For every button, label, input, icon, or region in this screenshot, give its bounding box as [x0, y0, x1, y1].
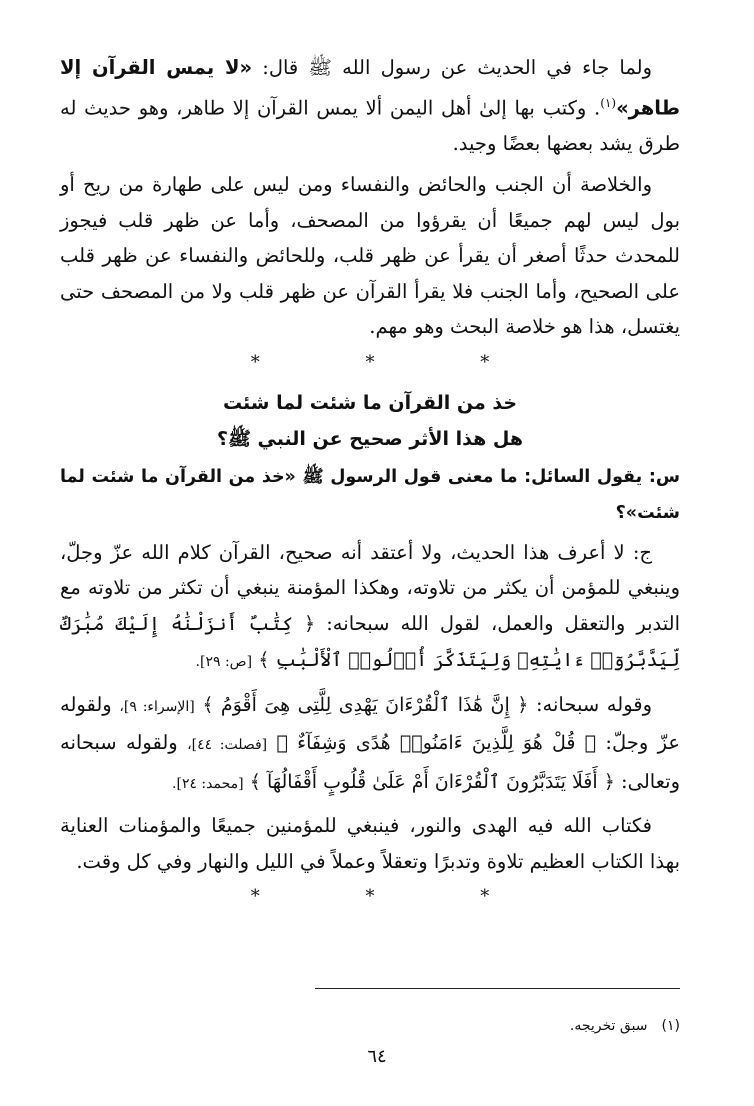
quran-verse-4: ﴿ أَفَلَا يَتَدَبَّرُونَ ٱلْقُرْءَانَ أَمْ عَلَىٰ قُلُوبٍ أَقْفَالُهَآ ﴾	[249, 770, 615, 793]
answer-text: ج: لا أعرف هذا الحديث، ولا أعتقد أنه صحيح، القرآن كلام الله عزّ وجلّ، وينبغي للمؤمن أن يكثر من تلاوته، وهكذا المؤمنة ينبغي أن تكثر من تلاوته مع التدبر والتعقل والعمل، لقول الله سبحانه:	[60, 540, 680, 635]
footnote-reference[interactable]: (١)	[600, 95, 617, 110]
verse-reference-4: [محمد: ٢٤].	[172, 775, 244, 792]
footnote-number: (١)	[661, 1018, 680, 1034]
section-separator-end: * * *	[250, 886, 540, 907]
paragraph-summary: والخلاصة أن الجنب والحائض والنفساء ومن ليس على طهارة من ريح أو بول ليس لهم جميعًا أن يقرؤوا من المصحف، وأما عن ظهر قلب فيجوز للمحدث حدثًا أصغر أن يقرأ عن ظهر قلب، وللحائض والنفساء عن ظهر قلب على الصحيح، وأما الجنب فلا يقرأ القرآن عن ظهر قلب ولا من المصحف حتى يغتسل، هذا هو خلاصة البحث وهو مهم.	[60, 173, 680, 338]
quran-verse-1: ﴿ كِتَٰبٌ أَنزَلْنَٰهُ إِلَيْكَ مُبَٰرَكٌ لِّيَدَّبَّرُوٓا۟ ءَايَٰتِهِۦ وَلِيَتَذَكَّرَ أُو۟لُوا۟ ٱلْأَلْبَٰبِ ﴾	[60, 612, 680, 671]
paragraph-hadith	[60, 50, 680, 161]
question-text: س: يقول السائل: ما معنى قول الرسول ﷺ «خذ من القرآن ما شئت لما شئت»؟	[60, 466, 680, 523]
section-subtitle: هل هذا الأثر صحيح عن النبي ﷺ؟	[216, 427, 524, 450]
footnote-divider	[315, 988, 680, 989]
verse-reference-2: [الإسراء: ٩]،	[119, 698, 195, 715]
paragraph-verses	[60, 687, 680, 803]
hadith-intro: ولما جاء في الحديث عن رسول الله ﷺ قال:	[252, 56, 652, 79]
quran-verse-2: ﴿ إِنَّ هَٰذَا ٱلْقُرْءَانَ يَهْدِى لِلَّتِى هِىَ أَقْوَمُ ﴾	[202, 693, 529, 716]
paragraph-answer	[60, 535, 680, 681]
footnote-text: سبق تخريجه.	[569, 1018, 648, 1034]
section-separator: * * *	[250, 351, 540, 373]
footnote	[570, 1018, 680, 1034]
section-title: خذ من القرآن ما شئت لما شئت	[222, 391, 518, 414]
hadith-rest: . وكتب بها إلىٰ أهل اليمن ألا يمس القرآن إلا طاهر، وهو حديث له طرق يشد بعضها بعضًا وجيد.	[60, 96, 680, 155]
verse-reference-1: [ص: ٢٩].	[195, 654, 253, 670]
verses-lead-1: وقوله سبحانه:	[528, 692, 653, 716]
verse-reference-3: [فصلت: ٤٤]،	[187, 737, 268, 753]
hadith-quote: «لا يمس القرآن إلا طاهر»	[60, 56, 680, 119]
quran-verse-3: ﴿ قُلْ هُوَ لِلَّذِينَ ءَامَنُوا۟ هُدًى وَشِفَآءٌ ﴾	[276, 732, 597, 754]
paragraph-closing: فكتاب الله فيه الهدى والنور، فينبغي للمؤمنين جميعًا والمؤمنات العناية بهذا الكتاب العظيم تلاوة وتدبرًا وتعقلاً وعملاً في الليل والنهار وفي كل وقت.	[60, 814, 680, 873]
verses-lead-3: ولقوله سبحانه وتعالى:	[60, 731, 680, 793]
page-number: ٦٤	[367, 1046, 387, 1067]
page-body	[60, 50, 680, 919]
verses-lead-2: ولقوله عزّ وجلّ:	[60, 692, 681, 754]
